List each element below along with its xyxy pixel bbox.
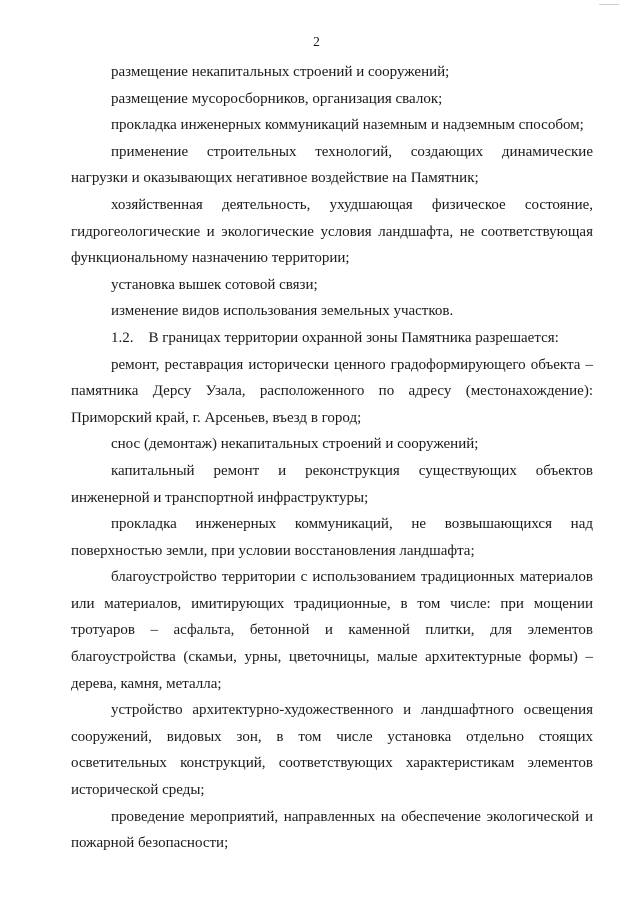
corner-scan-mark	[599, 4, 619, 5]
paragraph-prohibited-dynamic-loads: применение строительных технологий, создающих динамические нагрузки и оказывающих негативное воздействие на Памятник;	[71, 143, 593, 187]
paragraph-prohibited-economic-activity: хозяйственная деятельность, ухудшающая физическое состояние, гидрогеологические и экологические условия ландшафта, не соответствующая функциональному назначению территории;	[71, 196, 593, 267]
paragraph-prohibited-cell-towers: установка вышек сотовой связи;	[111, 276, 318, 293]
paragraph-prohibited-waste-collection: размещение мусоросборников, организация свалок;	[111, 90, 443, 107]
paragraph-allowed-underground-utilities: прокладка инженерных коммуникаций, не возвышающихся над поверхностью земли, при условии восстановления ландшафта;	[71, 516, 593, 559]
document-body	[71, 59, 593, 857]
paragraph-allowed-safety-measures: проведение мероприятий, направленных на обеспечение экологической и пожарной безопасности;	[71, 808, 593, 852]
section-heading-1-2: 1.2. В границах территории охранной зоны Памятника разрешается:	[111, 329, 559, 346]
paragraph-allowed-infrastructure-repair: капитальный ремонт и реконструкция существующих объектов инженерной и транспортной инфраструктуры;	[71, 462, 593, 506]
paragraph-allowed-restoration: ремонт, реставрация исторически ценного градоформирующего объекта – памятника Дерсу Узала, расположенного по адресу (местонахождение): Приморский край, г. Арсеньев, въезд в город;	[71, 356, 593, 426]
paragraph-allowed-lighting: устройство архитектурно-художественного и ландшафтного освещения сооружений, видовых зон, в том числе установка отдельно стоящих осветительных конструкций, соответствующих характеристикам элементов исторической среды;	[71, 702, 593, 799]
paragraph-allowed-demolition: снос (демонтаж) некапитальных строений и сооружений;	[111, 436, 479, 453]
paragraph-prohibited-land-use-change: изменение видов использования земельных участков.	[111, 303, 454, 320]
paragraph-prohibited-nonpermanent-structures: размещение некапитальных строений и сооружений;	[111, 64, 450, 80]
paragraph-allowed-landscaping: благоустройство территории с использованием традиционных материалов или материалов, имитирующих традиционные, в том числе: при мощении тротуаров – асфальта, бетонной и каменной плитки, для элементов благоустройства (скамьи, урны, цветочницы, малые архитектурные формы) – дерева, камня, металла;	[71, 569, 593, 692]
paragraph-prohibited-above-ground-utilities: прокладка инженерных коммуникаций наземным и надземным способом;	[111, 117, 584, 134]
page-number: 2	[313, 34, 320, 49]
